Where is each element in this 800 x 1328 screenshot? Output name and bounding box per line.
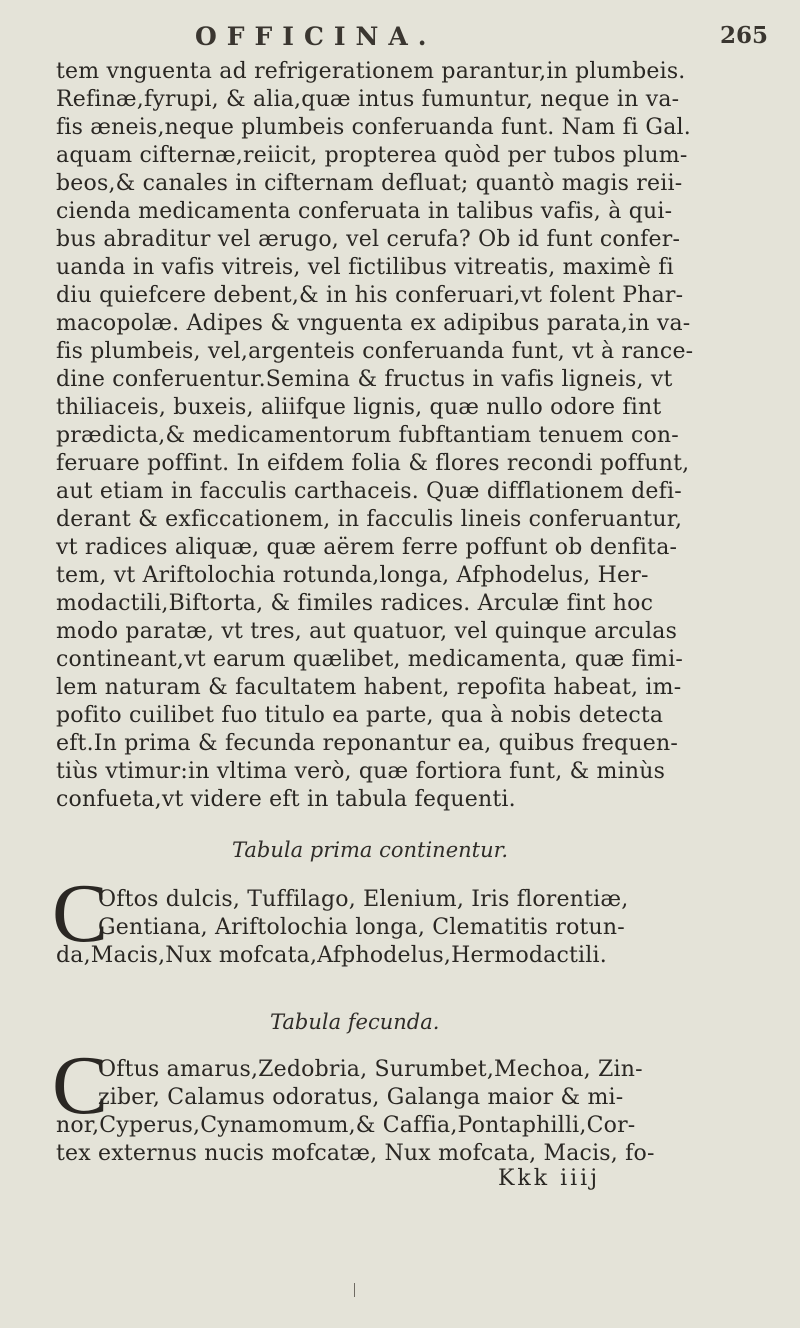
table-one-line: Gentiana, Ariftolochia longa, Clematitis rotun- (98, 915, 625, 940)
table-one-line: da,Macis,Nux mofcata,Afphodelus,Hermodactili. (56, 943, 607, 968)
text-line: Refinæ,fyrupi, & alia,quæ intus fumuntur, neque in va- (56, 87, 680, 112)
text-line: aut etiam in facculis carthaceis. Quæ difflationem defi- (56, 479, 682, 504)
text-line: prædicta,& medicamentorum fubftantiam tenuem con- (56, 423, 679, 448)
table-two-line: tex externus nucis mofcatæ, Nux mofcata, Macis, fo- (56, 1141, 655, 1166)
text-line: tiùs vtimur:in vltima verò, quæ fortiora funt, & minùs (56, 759, 666, 784)
text-line: modo paratæ, vt tres, aut quatuor, vel quinque arculas (56, 619, 678, 644)
text-line: fis plumbeis, vel,argenteis conferuanda funt, vt à rance- (56, 339, 694, 364)
text-line: lem naturam & facultatem habent, repofita habeat, im- (56, 675, 682, 700)
table-two-heading: Tabula fecunda. (270, 1010, 440, 1034)
table-two-dropcap: C (52, 1039, 109, 1132)
text-line: bus abraditur vel ærugo, vel cerufa? Ob id funt confer- (56, 227, 681, 252)
text-line: pofito cuilibet fuo titulo ea parte, qua à nobis detecta (56, 703, 664, 728)
table-one-heading: Tabula prima continentur. (232, 838, 509, 862)
text-line: thiliaceis, buxeis, aliifque lignis, quæ nullo odore fint (56, 395, 662, 420)
running-head (0, 22, 800, 58)
text-line: macopolæ. Adipes & vnguenta ex adipibus parata,in va- (56, 311, 691, 336)
text-line: aquam cifternæ,reiicit, propterea quòd per tubos plum- (56, 143, 688, 168)
text-line: derant & exficcationem, in facculis lineis conferuantur, (56, 507, 683, 532)
table-one-line: Oftos dulcis, Tuffilago, Elenium, Iris florentiæ, (98, 887, 629, 912)
table-two-line: Oftus amarus,Zedobria, Surumbet,Mechoa, Zin- (98, 1057, 643, 1082)
table-two-line: nor,Cyperus,Cynamomum,& Caffia,Pontaphilli,Cor- (56, 1113, 636, 1138)
text-line: tem vnguenta ad refrigerationem parantur,in plumbeis. (56, 59, 686, 84)
text-line: eft.In prima & fecunda reponantur ea, quibus frequen- (56, 731, 678, 756)
text-line: tem, vt Ariftolochia rotunda,longa, Afphodelus, Her- (56, 563, 649, 588)
text-line: fis æneis,neque plumbeis conferuanda funt. Nam fi Gal. (56, 115, 691, 140)
signature-mark: Kkk iiij (498, 1166, 601, 1191)
text-line: dine conferuentur.Semina & fructus in vafis ligneis, vt (56, 367, 673, 392)
text-line: contineant,vt earum quælibet, medicamenta, quæ fimi- (56, 647, 684, 672)
running-title: OFFICINA. (195, 22, 437, 51)
text-line: vt radices aliquæ, quæ aërem ferre poffunt ob denfita- (56, 535, 678, 560)
page-mark (354, 1283, 355, 1297)
text-line: modactili,Biftorta, & fimiles radices. Arculæ fint hoc (56, 591, 654, 616)
text-line: feruare poffint. In eifdem folia & flores recondi poffunt, (56, 451, 690, 476)
table-one-dropcap: C (52, 867, 109, 960)
text-line: beos,& canales in cifternam defluat; quantò magis reii- (56, 171, 683, 196)
table-two-line: ziber, Calamus odoratus, Galanga maior & mi- (98, 1085, 624, 1110)
page-number: 265 (720, 22, 769, 49)
text-line: diu quiefcere debent,& in his conferuari,vt folent Phar- (56, 283, 684, 308)
text-line: cienda medicamenta conferuata in talibus vafis, à qui- (56, 199, 673, 224)
text-line: confueta,vt videre eft in tabula fequenti. (56, 787, 516, 812)
text-line: uanda in vafis vitreis, vel fictilibus vitreatis, maximè fi (56, 255, 674, 280)
